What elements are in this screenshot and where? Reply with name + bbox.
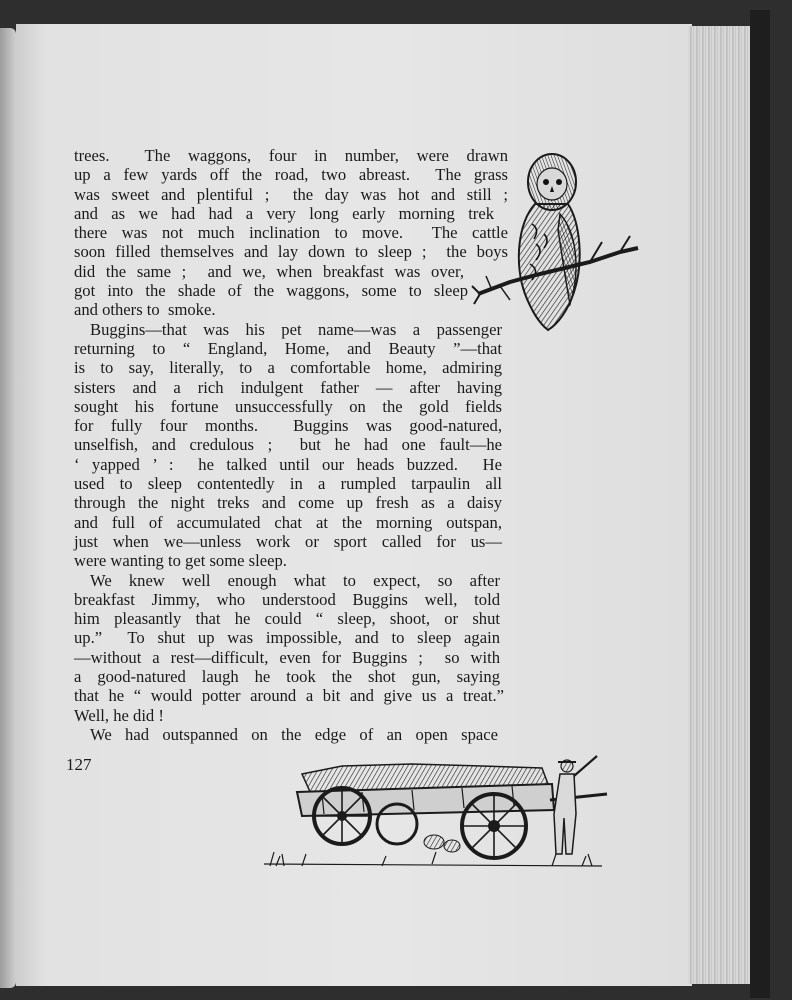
text-line: and full of accumulated chat at the morning outspan, [74,512,502,532]
text-line: —without a rest—difficult, even for Buggins ; so with [74,647,500,667]
text-line: up a few yards off the road, two abreast. The grass [74,165,508,185]
text-line: is to say, literally, to a comfortable home, admiring [74,358,502,378]
text-line: there was not much inclination to move. The cattle [74,223,508,243]
text-line: and as we had had a very long early morning trek [74,203,494,223]
text-line: up.” To shut up was impossible, and to sleep again [74,628,500,648]
text-line: sought his fortune unsuccessfully on the gold fields [74,396,502,416]
text-line: sisters and a rich indulgent father — after having [74,377,502,397]
text-line: unselfish, and credulous ; but he had one fault—he [74,435,502,455]
text-line: ‘ yapped ’ : he talked until our heads buzzed. He [74,454,502,474]
text-line: We knew well enough what to expect, so after [90,570,500,590]
text-line: Buggins—that was his pet name—was a passenger [90,319,502,339]
text-line: for fully four months. Buggins was good-natured, [74,416,502,436]
text-line: him pleasantly that he could “ sleep, shoot, or shut [74,609,500,629]
text-line: were wanting to get some sleep. [74,551,287,571]
text-line: breakfast Jimmy, who understood Buggins well, told [74,589,500,609]
text-line: just when we—unless work or sport called for us— [74,531,502,551]
text-line: a good-natured laugh he took the shot gun, saying [74,667,500,687]
page-number: 127 [66,755,92,774]
owl-illustration [470,144,640,334]
text-line: got into the shade of the waggons, some to sleep [74,281,468,301]
text-line: that he “ would potter around a bit and give us a treat.” [74,686,504,706]
text-line: did the same ; and we, when breakfast was over, [74,261,464,281]
text-line: soon filled themselves and lay down to sleep ; the boys [74,242,508,262]
left-page-edge [0,28,16,988]
text-line: trees. The waggons, four in number, were drawn [74,146,508,165]
book-cover-edge [750,10,770,998]
text-line: We had outspanned on the edge of an open space [90,724,498,744]
text-line: Well, he did ! [74,705,164,725]
text-line: through the night treks and come up fresh as a daisy [74,493,502,513]
body-text [74,146,508,744]
text-line: was sweet and plentiful ; the day was hot and still ; [74,184,508,204]
text-line: and others to smoke. [74,300,216,320]
wagon-illustration [262,754,612,874]
text-line: returning to “ England, Home, and Beauty ”—that [74,338,502,358]
text-line: used to sleep contentedly in a rumpled tarpaulin all [74,474,502,494]
page-stack-edges [688,26,750,984]
